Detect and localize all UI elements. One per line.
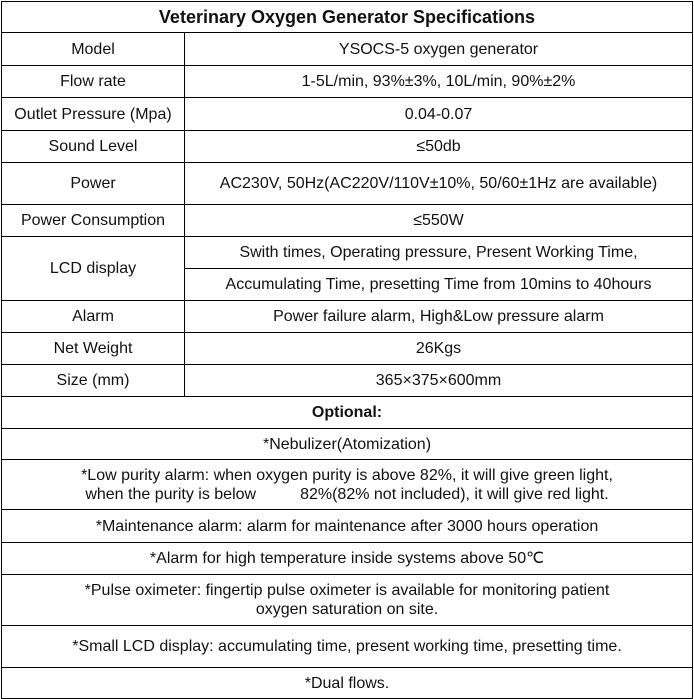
spec-label-power-consumption: Power Consumption <box>2 205 185 237</box>
spec-value-outlet-pressure: 0.04-0.07 <box>185 98 693 131</box>
table-row <box>2 237 693 269</box>
table-title: Veterinary Oxygen Generator Specifications <box>2 2 693 33</box>
spec-value-lcd-display-line2: Accumulating Time, presetting Time from 10mins to 40hours <box>185 269 693 301</box>
optional-small-lcd-display: *Small LCD display: accumulating time, present working time, presetting time. <box>2 626 693 668</box>
table-row <box>2 429 693 460</box>
spec-label-net-weight: Net Weight <box>2 333 185 365</box>
spec-label-lcd-display: LCD display <box>2 237 185 301</box>
table-row <box>2 205 693 237</box>
spec-label-sound-level: Sound Level <box>2 131 185 163</box>
table-row <box>2 510 693 543</box>
table-row <box>2 626 693 668</box>
optional-low-purity-alarm-line2b: 82%(82% not included), it will give red light. <box>300 485 609 503</box>
optional-low-purity-alarm <box>2 460 693 510</box>
table-row <box>2 163 693 205</box>
spec-value-power-consumption: ≤550W <box>185 205 693 237</box>
optional-nebulizer: *Nebulizer(Atomization) <box>2 429 693 460</box>
spec-value-model: YSOCS-5 oxygen generator <box>185 33 693 66</box>
table-row <box>2 33 693 66</box>
table-row <box>2 131 693 163</box>
spec-value-sound-level: ≤50db <box>185 131 693 163</box>
optional-dual-flows: *Dual flows. <box>2 668 693 699</box>
optional-maintenance-alarm: *Maintenance alarm: alarm for maintenance after 3000 hours operation <box>2 510 693 543</box>
optional-pulse-oximeter-line1: *Pulse oximeter: fingertip pulse oximeter is available for monitoring patient <box>84 582 610 599</box>
spec-label-size: Size (mm) <box>2 365 185 397</box>
optional-high-temperature-alarm: *Alarm for high temperature inside systems above 50℃ <box>2 543 693 575</box>
table-row <box>2 98 693 131</box>
table-row <box>2 575 693 626</box>
optional-pulse-oximeter-line2: oxygen saturation on site. <box>255 601 439 618</box>
spec-value-power: AC230V, 50Hz(AC220V/110V±10%, 50/60±1Hz are available) <box>185 163 693 205</box>
table-row <box>2 301 693 333</box>
spec-value-alarm: Power failure alarm, High&Low pressure alarm <box>185 301 693 333</box>
optional-low-purity-alarm-line2 <box>4 485 690 504</box>
optional-low-purity-alarm-line2a: when the purity is below <box>85 485 257 503</box>
spec-label-flow-rate: Flow rate <box>2 66 185 98</box>
spec-value-flow-rate: 1-5L/min, 93%±3%, 10L/min, 90%±2% <box>185 66 693 98</box>
title-row <box>2 2 693 33</box>
optional-heading-row <box>2 397 693 429</box>
specifications-table <box>1 1 693 699</box>
optional-low-purity-alarm-line1: *Low purity alarm: when oxygen purity is above 82%, it will give green light, <box>81 466 613 484</box>
table-row <box>2 460 693 510</box>
spec-label-alarm: Alarm <box>2 301 185 333</box>
optional-pulse-oximeter <box>2 575 693 626</box>
table-row <box>2 333 693 365</box>
spec-value-net-weight: 26Kgs <box>185 333 693 365</box>
spec-label-model: Model <box>2 33 185 66</box>
spec-value-lcd-display-line1: Swith times, Operating pressure, Present Working Time, <box>185 237 693 269</box>
spec-label-power: Power <box>2 163 185 205</box>
optional-heading: Optional: <box>2 397 693 429</box>
table-row <box>2 66 693 98</box>
spec-value-size: 365×375×600mm <box>185 365 693 397</box>
spec-label-outlet-pressure: Outlet Pressure (Mpa) <box>2 98 185 131</box>
table-row <box>2 543 693 575</box>
table-row <box>2 365 693 397</box>
